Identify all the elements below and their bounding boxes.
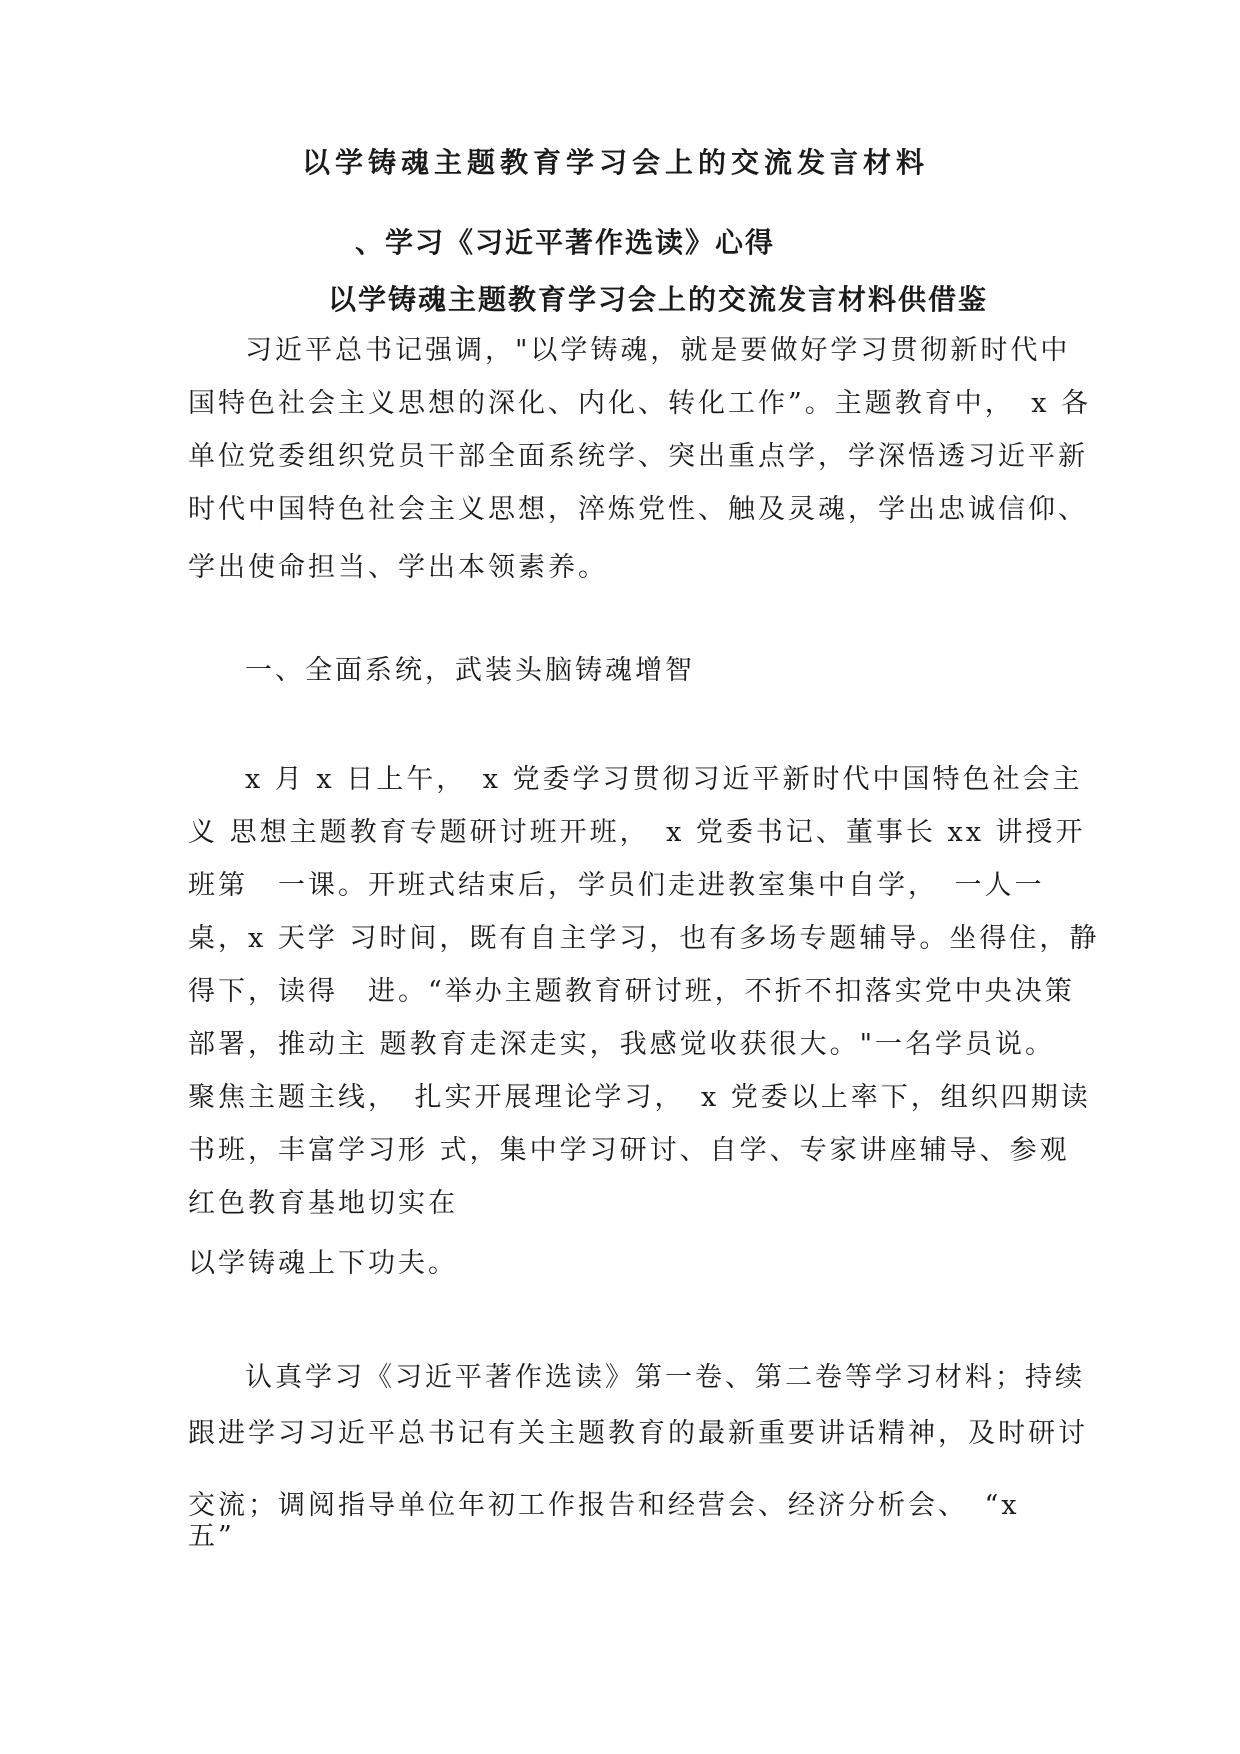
paragraph-1-line-3: 单位党委组织党员干部全面系统学、突出重点学，学深悟透习近平新: [188, 441, 1088, 472]
paragraph-1-line-4: 时代中国特色社会主义思想，淬炼党性、触及灵魂，学出忠诚信仰、: [188, 494, 1088, 525]
paragraph-2-line-3: 班第 一课。开班式结束后，学员们走进教室集中自学， 一人一: [188, 870, 1045, 901]
paragraph-3-line-4: 五”: [188, 1521, 235, 1552]
document-subtitle-1: 、学习《习近平著作选读》心得: [355, 226, 776, 259]
paragraph-2-line-7: 聚焦主题主线， 扎实开展理论学习， x 党委以上率下，组织四期读: [188, 1082, 1091, 1113]
paragraph-1-line-5: 学出使命担当、学出本领素养。: [188, 552, 608, 583]
paragraph-1-line-2: 国特色社会主义思想的深化、内化、转化工作”。主题教育中， x 各: [188, 388, 1092, 419]
paragraph-2-line-4: 桌，x 天学 习时间，既有自主学习，也有多场专题辅导。坐得住，静: [188, 923, 1100, 954]
paragraph-2-line-10: 以学铸魂上下功夫。: [188, 1248, 458, 1279]
paragraph-1-line-1: 习近平总书记强调，"以学铸魂，就是要做好学习贯彻新时代中: [245, 335, 1071, 366]
paragraph-3-line-2: 跟进学习习近平总书记有关主题教育的最新重要讲话精神，及时研讨: [188, 1418, 1088, 1449]
paragraph-2-line-6: 部署，推动主 题教育走深走实，我感觉收获很大。"一名学员说。: [188, 1029, 1056, 1060]
paragraph-2-line-5: 得下，读得 进。“举办主题教育研讨班，不折不扣落实党中央决策: [188, 976, 1075, 1007]
paragraph-2-line-8: 书班，丰富学习形 式，集中学习研讨、自学、专家讲座辅导、参观: [188, 1135, 1070, 1166]
document-subtitle-2: 以学铸魂主题教育学习会上的交流发言材料供借鉴: [328, 283, 989, 316]
document-title: 以学铸魂主题教育学习会上的交流发言材料: [302, 146, 930, 179]
paragraph-2-line-1: x 月 x 日上午， x 党委学习贯彻习近平新时代中国特色社会主: [245, 764, 1083, 795]
paragraph-2-line-2: 义 思想主题教育专题研讨班开班， x 党委书记、董事长 xx 讲授开: [188, 817, 1086, 848]
paragraph-3-line-1: 认真学习《习近平著作选读》第一卷、第二卷等学习材料；持续: [245, 1362, 1085, 1393]
section-heading-1: 一、全面系统，武装头脑铸魂增智: [245, 655, 695, 686]
paragraph-3-line-3: 交流；调阅指导单位年初工作报告和经营会、经济分析会、 “x: [188, 1490, 1020, 1521]
paragraph-2-line-9: 红色教育基地切实在: [188, 1188, 458, 1219]
